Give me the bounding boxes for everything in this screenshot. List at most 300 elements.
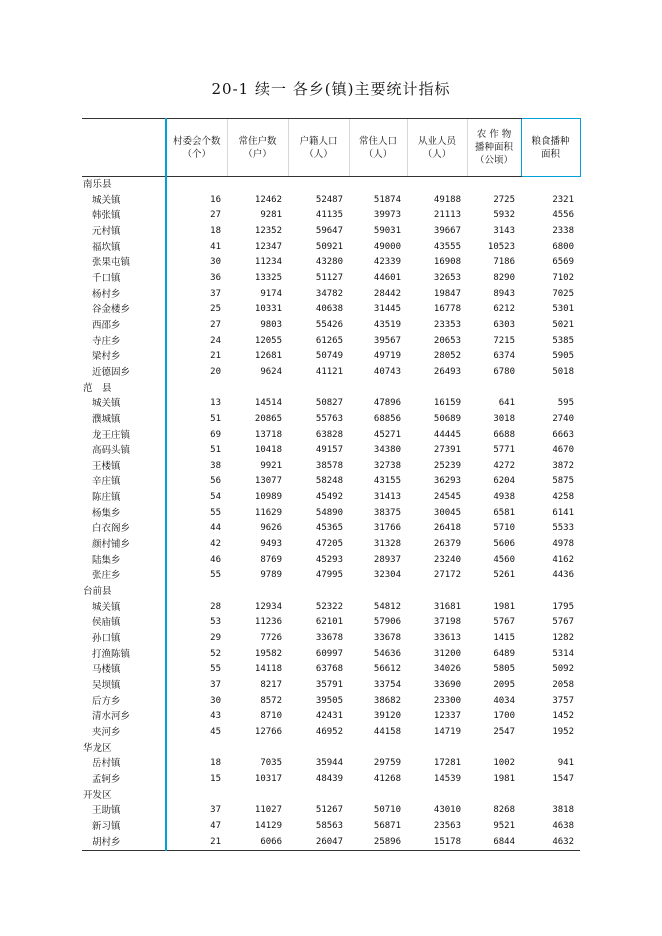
table-cell: 16778: [433, 304, 461, 315]
table-cell: 38375: [373, 507, 401, 518]
table-cell: 31681: [433, 601, 461, 612]
table-cell: 30: [210, 695, 221, 706]
header-line: 户籍人口: [299, 135, 338, 147]
table-cell: 28052: [433, 351, 461, 362]
table-cell: 52487: [315, 194, 343, 205]
table-cell: 55426: [315, 319, 343, 330]
table-cell: 6141: [552, 507, 574, 518]
township-name: 胡村乡: [82, 835, 166, 851]
page-title: 20-1 续一 各乡(镇)主要统计指标: [211, 80, 451, 98]
table-cell: 42: [210, 539, 221, 550]
table-cell: 36: [210, 272, 221, 283]
table-cell: 55: [210, 507, 221, 518]
township-name: 马楼镇: [82, 662, 166, 678]
table-row: [82, 709, 580, 725]
table-row: [82, 631, 580, 647]
table-cell: 2321: [552, 194, 574, 205]
table-cell: 38682: [373, 695, 401, 706]
township-name: 夹河乡: [82, 725, 166, 741]
table-cell: 12934: [254, 601, 282, 612]
table-cell: [521, 381, 580, 397]
township-name: 千口镇: [82, 271, 166, 287]
table-row: [82, 521, 580, 537]
table-row: [82, 318, 580, 334]
table-cell: 30045: [433, 507, 461, 518]
table-row: [82, 819, 580, 835]
township-name: 城关镇: [82, 600, 166, 616]
table-cell: 4638: [552, 820, 574, 831]
table-cell: 25239: [433, 460, 461, 471]
table-cell: 52322: [315, 601, 343, 612]
header-resident-pop: [349, 119, 407, 177]
table-cell: 34026: [433, 664, 461, 675]
header-registered-pop: [288, 119, 349, 177]
table-row: [82, 835, 580, 851]
township-name: 清水河乡: [82, 709, 166, 725]
table-cell: 6212: [493, 304, 515, 315]
header-line: 村委会个数: [172, 135, 221, 147]
table-cell: 3757: [552, 695, 574, 706]
table-cell: 24545: [433, 492, 461, 503]
table-cell: 68856: [373, 413, 401, 424]
table-cell: 19847: [433, 288, 461, 299]
table-cell: 31328: [373, 539, 401, 550]
table-cell: 4978: [552, 539, 574, 550]
table-cell: [407, 381, 467, 397]
table-cell: 43280: [315, 257, 343, 268]
table-row: [82, 459, 580, 475]
table-cell: 5018: [552, 366, 574, 377]
table-row: [82, 490, 580, 506]
table-row: [82, 443, 580, 459]
table-cell: 63828: [315, 429, 343, 440]
table-cell: 58248: [315, 476, 343, 487]
table-cell: 32653: [433, 272, 461, 283]
table-row: [82, 302, 580, 318]
table-cell: 41: [210, 241, 221, 252]
table-cell: 6844: [467, 835, 521, 851]
table-cell: 47205: [315, 539, 343, 550]
table-cell: 14514: [254, 398, 282, 409]
township-name: 张果屯镇: [82, 255, 166, 271]
table-cell: 21113: [433, 210, 461, 221]
table-cell: 36293: [433, 476, 461, 487]
township-name: 谷金楼乡: [82, 302, 166, 318]
table-cell: 4670: [552, 445, 574, 456]
township-name: 近德固乡: [82, 365, 166, 381]
table-cell: 5767: [552, 617, 574, 628]
table-cell: 37: [210, 805, 221, 816]
township-name: 城关镇: [82, 193, 166, 209]
township-name: 濮城镇: [82, 412, 166, 428]
township-name: 吴坝镇: [82, 678, 166, 694]
township-name: 王楼镇: [82, 459, 166, 475]
table-cell: 54812: [373, 601, 401, 612]
table-cell: [227, 381, 288, 397]
table-cell: 43010: [433, 805, 461, 816]
township-name: 寺庄乡: [82, 334, 166, 350]
table-row: [82, 428, 580, 444]
table-cell: 12766: [254, 726, 282, 737]
table-cell: 31413: [373, 492, 401, 503]
header-employed: [407, 119, 467, 177]
table-cell: 15: [210, 773, 221, 784]
table-cell: [467, 177, 521, 193]
table-cell: 12462: [254, 194, 282, 205]
table-cell: 4436: [552, 570, 574, 581]
county-name: 范 县: [82, 381, 166, 397]
table-cell: [166, 177, 227, 193]
table-cell: 52: [210, 648, 221, 659]
header-households: [227, 119, 288, 177]
header-line: 粮食播种: [531, 135, 570, 147]
table-cell: 50921: [315, 241, 343, 252]
statistics-table-container: [82, 118, 580, 851]
table-row: [82, 255, 580, 271]
table-cell: [227, 741, 288, 757]
table-cell: 35944: [315, 758, 343, 769]
table-cell: 8290: [493, 272, 515, 283]
table-cell: 10317: [254, 773, 282, 784]
table-cell: 10523: [487, 241, 515, 252]
table-cell: 9921: [260, 460, 282, 471]
table-row: [82, 349, 580, 365]
table-cell: 1002: [493, 758, 515, 769]
table-cell: 45492: [315, 492, 343, 503]
table-cell: 51: [210, 445, 221, 456]
table-cell: 38578: [315, 460, 343, 471]
table-cell: 61265: [315, 335, 343, 346]
table-cell: 55763: [315, 413, 343, 424]
table-cell: 5021: [552, 319, 574, 330]
table-cell: 56871: [373, 820, 401, 831]
table-cell: 1547: [552, 773, 574, 784]
township-name: 张庄乡: [82, 568, 166, 584]
table-cell: 1981: [493, 601, 515, 612]
table-cell: 16159: [433, 398, 461, 409]
table-cell: 7726: [260, 633, 282, 644]
table-row: [82, 240, 580, 256]
table-cell: 54: [210, 492, 221, 503]
table-row: [82, 568, 580, 584]
table-cell: 2547: [493, 726, 515, 737]
table-cell: 41121: [315, 366, 343, 377]
table-cell: 2725: [493, 194, 515, 205]
table-cell: 26493: [433, 366, 461, 377]
table-cell: [349, 177, 407, 193]
table-cell: [521, 788, 580, 804]
table-cell: 33754: [373, 680, 401, 690]
table-cell: 50749: [315, 351, 343, 362]
township-name: 杨村乡: [82, 287, 166, 303]
table-cell: 8217: [260, 680, 282, 690]
header-line: （户）: [243, 148, 272, 160]
table-cell: 44: [210, 523, 221, 534]
table-cell: 641: [498, 398, 515, 409]
table-cell: [227, 788, 288, 804]
table-group-row: [82, 584, 580, 600]
table-cell: 27: [210, 210, 221, 221]
statistics-table: [82, 118, 581, 851]
table-cell: 39120: [373, 711, 401, 722]
table-group-row: [82, 177, 580, 193]
header-line: 常住人口: [358, 135, 397, 147]
township-name: 后方乡: [82, 694, 166, 710]
table-cell: [467, 741, 521, 757]
table-cell: 5771: [493, 445, 515, 456]
table-cell: 39667: [433, 225, 461, 236]
table-cell: 39973: [373, 210, 401, 221]
table-cell: 53: [210, 617, 221, 628]
table-cell: 38: [210, 460, 221, 471]
table-cell: 27172: [433, 570, 461, 581]
table-cell: 37198: [433, 617, 461, 628]
table-cell: [166, 381, 227, 397]
header-line: 播种面积: [474, 142, 513, 153]
table-cell: 48439: [315, 773, 343, 784]
table-cell: [467, 584, 521, 600]
table-cell: 6800: [552, 241, 574, 252]
table-cell: 8268: [493, 805, 515, 816]
table-cell: 20865: [254, 413, 282, 424]
table-cell: 4632: [521, 835, 580, 851]
table-cell: 37: [210, 288, 221, 299]
table-cell: 12337: [433, 711, 461, 722]
table-cell: 58563: [315, 820, 343, 831]
table-cell: 56612: [373, 664, 401, 675]
header-region: [82, 119, 166, 177]
table-cell: 3018: [493, 413, 515, 424]
table-cell: 45271: [373, 429, 401, 440]
table-cell: 595: [557, 398, 574, 409]
header-line: 从业人员: [417, 135, 456, 147]
table-cell: [166, 788, 227, 804]
header-line: （个）: [182, 148, 211, 160]
table-cell: 8769: [260, 554, 282, 565]
table-cell: 11234: [254, 257, 282, 268]
table-cell: 16: [210, 194, 221, 205]
county-name: 华龙区: [82, 741, 166, 757]
table-cell: 33678: [315, 633, 343, 644]
table-cell: [288, 741, 349, 757]
table-cell: 59031: [373, 225, 401, 236]
table-cell: 23353: [433, 319, 461, 330]
table-cell: 1282: [552, 633, 574, 644]
township-name: 元村镇: [82, 224, 166, 240]
township-name: 城关镇: [82, 396, 166, 412]
table-cell: 9626: [260, 523, 282, 534]
table-cell: [166, 584, 227, 600]
table-cell: 31445: [373, 304, 401, 315]
table-cell: [288, 788, 349, 804]
table-cell: 44445: [433, 429, 461, 440]
table-cell: 35791: [315, 680, 343, 690]
table-cell: 69: [210, 429, 221, 440]
table-cell: 5875: [552, 476, 574, 487]
table-cell: 39505: [315, 695, 343, 706]
table-cell: 50689: [433, 413, 461, 424]
table-cell: 55: [210, 570, 221, 581]
table-cell: 5261: [493, 570, 515, 581]
table-cell: 23240: [433, 554, 461, 565]
table-cell: 20: [210, 366, 221, 377]
table-cell: 5932: [493, 210, 515, 221]
table-cell: 51127: [315, 272, 343, 283]
table-cell: 42431: [315, 711, 343, 722]
table-cell: 1700: [493, 711, 515, 722]
table-cell: [467, 788, 521, 804]
table-cell: 51874: [373, 194, 401, 205]
table-cell: 5710: [493, 523, 515, 534]
table-cell: 29: [210, 633, 221, 644]
table-cell: 44158: [373, 726, 401, 737]
header-line: （人）: [422, 148, 452, 160]
table-cell: [407, 788, 467, 804]
table-cell: 7102: [552, 272, 574, 283]
county-name: 台前县: [82, 584, 166, 600]
table-cell: 41135: [315, 210, 343, 221]
table-cell: 4162: [552, 554, 574, 565]
table-cell: 26418: [433, 523, 461, 534]
table-cell: 1981: [493, 773, 515, 784]
table-cell: 7186: [493, 257, 515, 268]
township-name: 白衣阁乡: [82, 521, 166, 537]
header-line: 常住户数: [238, 135, 277, 147]
table-row: [82, 208, 580, 224]
table-cell: 45293: [315, 554, 343, 565]
table-group-row: [82, 741, 580, 757]
table-cell: 2740: [552, 413, 574, 424]
township-name: 韩张镇: [82, 208, 166, 224]
table-cell: 9521: [493, 820, 515, 831]
table-cell: 4560: [493, 554, 515, 565]
table-cell: 11236: [254, 617, 282, 628]
table-cell: 13325: [254, 272, 282, 283]
table-row: [82, 662, 580, 678]
table-cell: 41268: [373, 773, 401, 784]
header-line: 农 作 物: [476, 129, 512, 140]
township-name: 福坎镇: [82, 240, 166, 256]
table-cell: [349, 381, 407, 397]
table-cell: 24: [210, 335, 221, 346]
table-cell: 9803: [260, 319, 282, 330]
table-cell: 9281: [260, 210, 282, 221]
township-name: 新习镇: [82, 819, 166, 835]
table-cell: 6688: [493, 429, 515, 440]
township-name: 高码头镇: [82, 443, 166, 459]
table-cell: 25: [210, 304, 221, 315]
table-cell: 6569: [552, 257, 574, 268]
township-name: 打渔陈镇: [82, 647, 166, 663]
table-cell: 13718: [254, 429, 282, 440]
table-cell: 6303: [493, 319, 515, 330]
table-header-row: [82, 119, 580, 177]
table-cell: 43: [210, 711, 221, 722]
table-cell: 34782: [315, 288, 343, 299]
table-row: [82, 287, 580, 303]
table-cell: 44601: [373, 272, 401, 283]
table-row: [82, 772, 580, 788]
township-name: 杨集乡: [82, 506, 166, 522]
table-cell: 32738: [373, 460, 401, 471]
table-row: [82, 647, 580, 663]
table-cell: 15178: [407, 835, 467, 851]
table-cell: [227, 177, 288, 193]
table-cell: 5385: [552, 335, 574, 346]
table-cell: 4938: [493, 492, 515, 503]
table-cell: 43519: [373, 319, 401, 330]
header-villages: [166, 119, 227, 177]
table-cell: 14129: [254, 820, 282, 831]
table-cell: 26047: [288, 835, 349, 851]
table-cell: 39567: [373, 335, 401, 346]
table-cell: 14719: [433, 726, 461, 737]
table-cell: [288, 584, 349, 600]
table-body: [82, 177, 580, 851]
header-line: （公顷）: [474, 155, 513, 166]
table-cell: 55: [210, 664, 221, 675]
table-cell: 28937: [373, 554, 401, 565]
table-cell: 51267: [315, 805, 343, 816]
table-cell: 33613: [433, 633, 461, 644]
county-name: 南乐县: [82, 177, 166, 193]
table-cell: 47995: [315, 570, 343, 581]
table-cell: 27: [210, 319, 221, 330]
table-cell: 50827: [315, 398, 343, 409]
table-cell: 34380: [373, 445, 401, 456]
table-cell: 32304: [373, 570, 401, 581]
table-cell: 9789: [260, 570, 282, 581]
township-name: 颜村铺乡: [82, 537, 166, 553]
table-cell: 46: [210, 554, 221, 565]
table-cell: 8710: [260, 711, 282, 722]
table-cell: 12055: [254, 335, 282, 346]
township-name: 梁村乡: [82, 349, 166, 365]
table-cell: 18: [210, 758, 221, 769]
table-row: [82, 694, 580, 710]
table-cell: 12681: [254, 351, 282, 362]
table-cell: 43555: [433, 241, 461, 252]
township-name: 西邵乡: [82, 318, 166, 334]
table-cell: 54890: [315, 507, 343, 518]
table-cell: 18: [210, 225, 221, 236]
table-cell: 40743: [373, 366, 401, 377]
table-row: [82, 474, 580, 490]
township-name: 侯庙镇: [82, 615, 166, 631]
table-row: [82, 600, 580, 616]
table-cell: 2058: [552, 680, 574, 690]
table-row: [82, 224, 580, 240]
township-name: 岳村镇: [82, 756, 166, 772]
table-cell: 6780: [493, 366, 515, 377]
table-cell: 10989: [254, 492, 282, 503]
table-cell: 49188: [433, 194, 461, 205]
table-cell: 11629: [254, 507, 282, 518]
table-cell: 17281: [433, 758, 461, 769]
table-cell: [349, 584, 407, 600]
table-cell: 28: [210, 601, 221, 612]
table-row: [82, 553, 580, 569]
table-cell: [521, 177, 580, 193]
header-line: （人）: [304, 148, 333, 160]
township-name: 陆集乡: [82, 553, 166, 569]
table-cell: [288, 381, 349, 397]
table-cell: 4272: [493, 460, 515, 471]
table-cell: 9624: [260, 366, 282, 377]
table-cell: 6204: [493, 476, 515, 487]
table-cell: 33678: [373, 633, 401, 644]
table-cell: 14539: [433, 773, 461, 784]
